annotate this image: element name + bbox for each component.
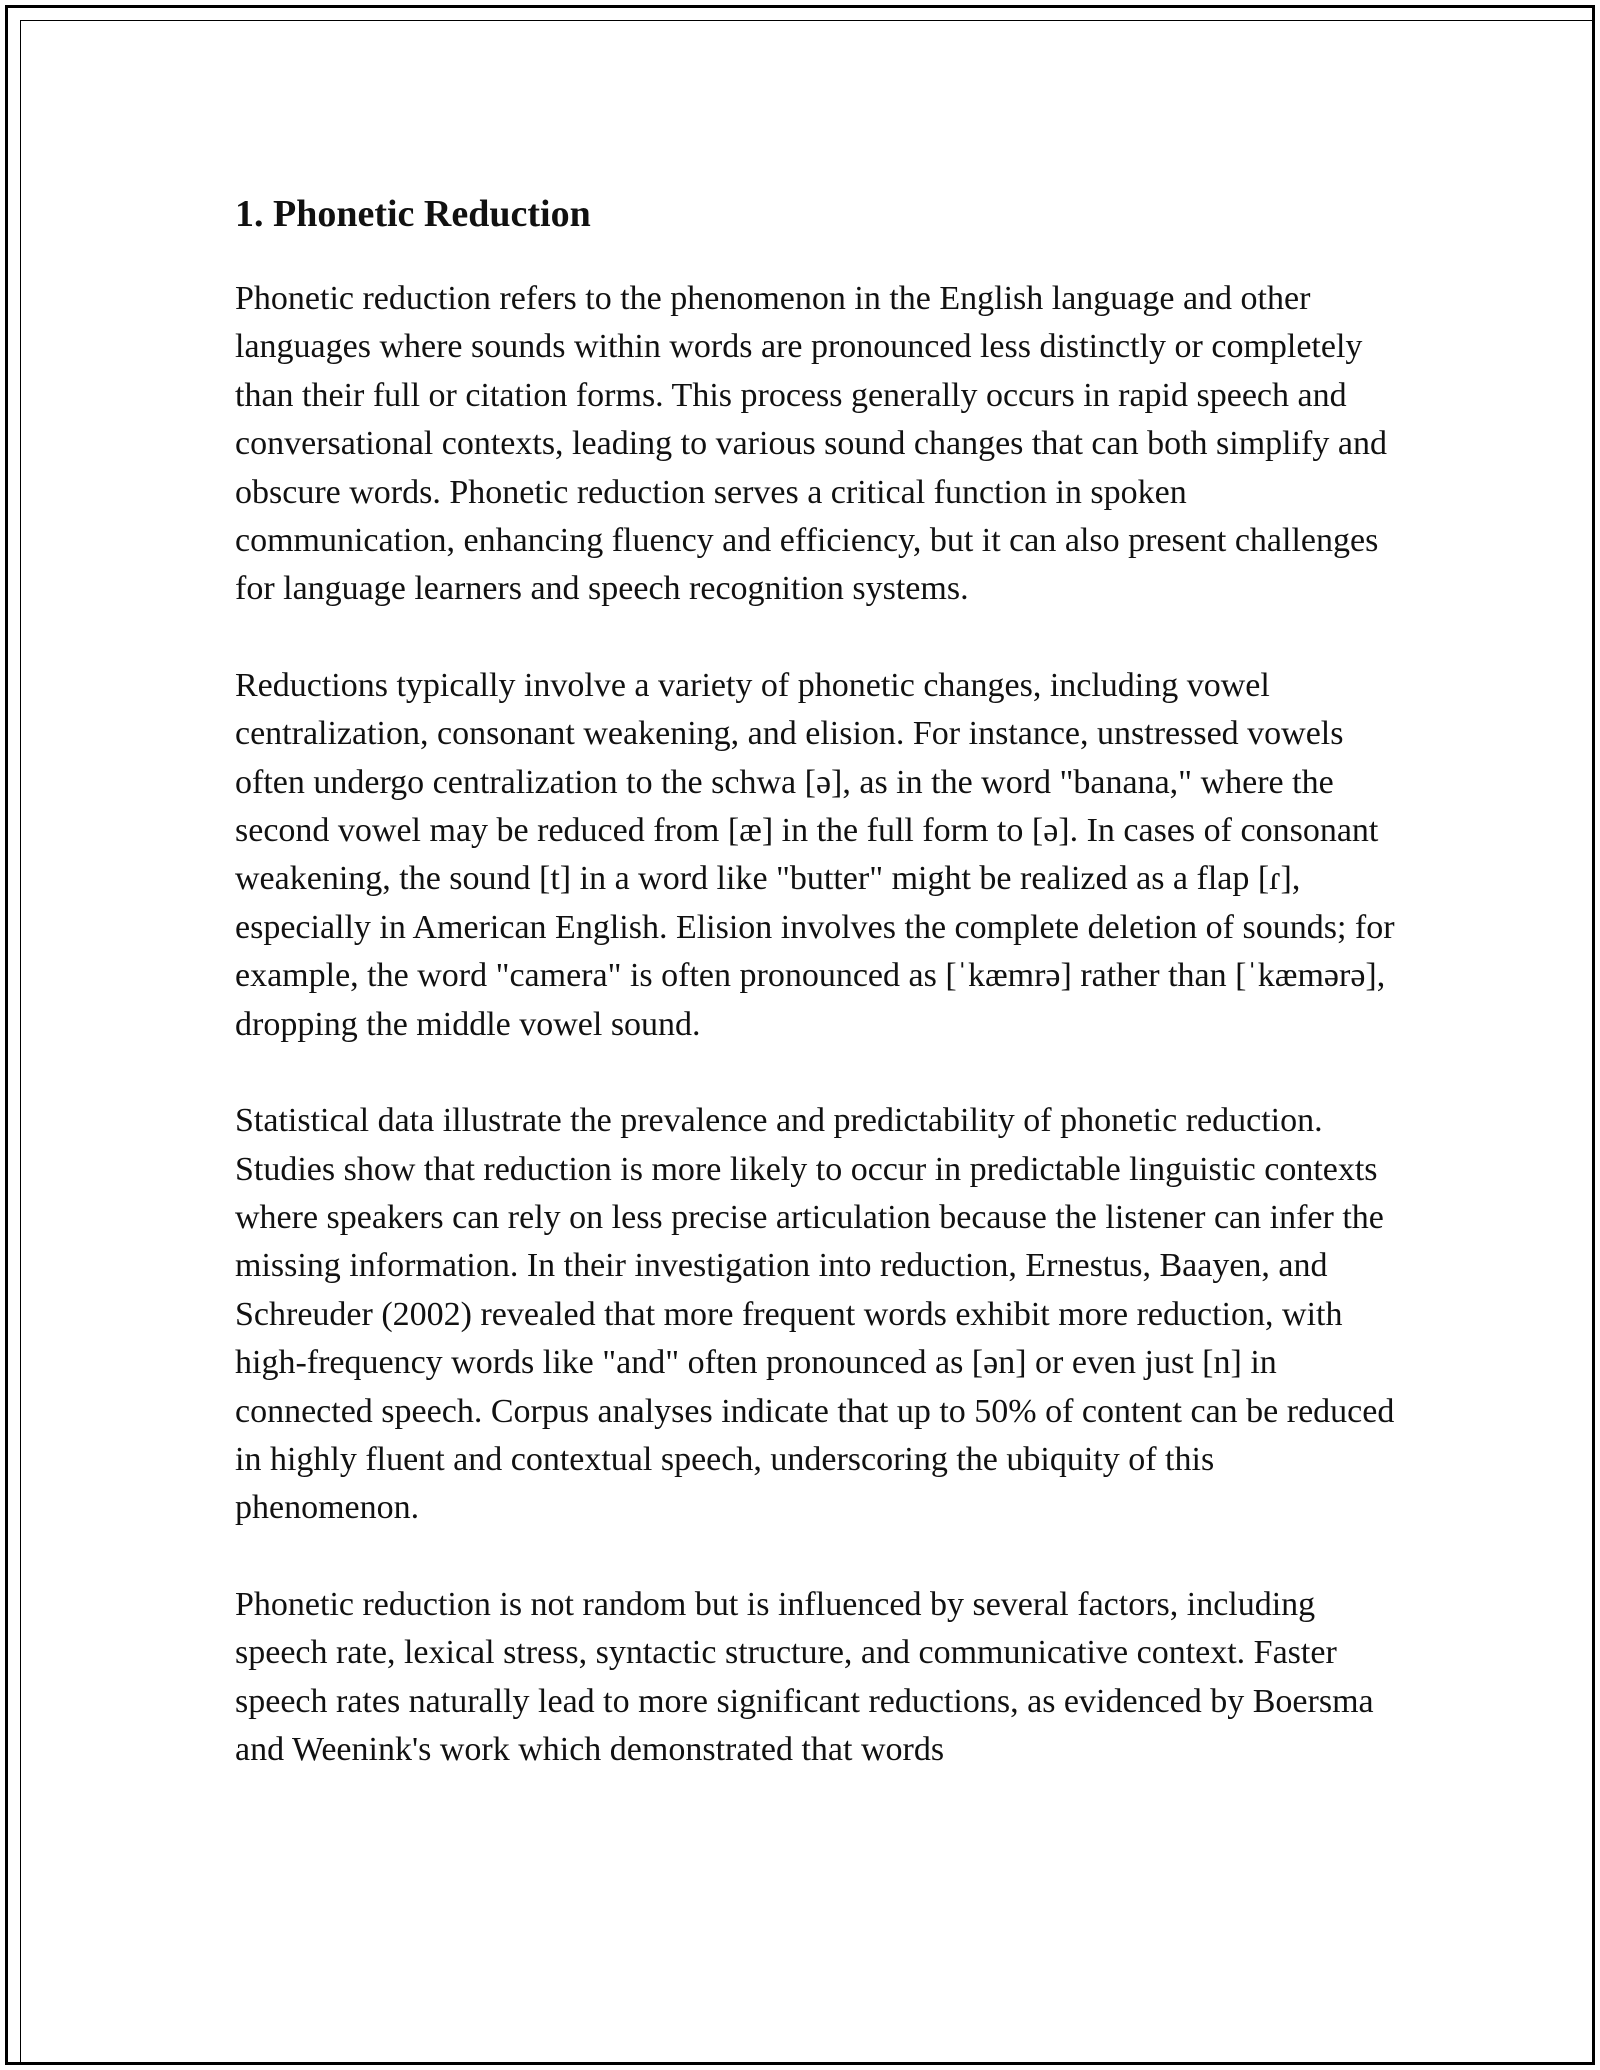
- section-heading: 1. Phonetic Reduction: [235, 193, 591, 235]
- paragraph-influencing-factors: Phonetic reduction is not random but is influenced by several factors, including speech rate, lexical stress, syntactic structure, and communicative context. Faster speech rates naturally lead to more significant reductions, as evidenced by Boersma and Weenink's work which demonstrated that words: [235, 1585, 1374, 1768]
- paragraph-statistical-data: Statistical data illustrate the prevalence and predictability of phonetic reduction. Studies show that reduction is more likely to occur in predictable linguistic contexts where speakers can rely on less precise articulation because the listener can infer the missing information. In their investigation into reduction, Ernestus, Baayen, and Schreuder (2002) revealed that more frequent words exhibit more reduction, with high-frequency words like "and" often pronounced as [ən] or even just [n] in connected speech. Corpus analyses indicate that up to 50% of content can be reduced in highly fluent and contextual speech, underscoring the ubiquity of this phenomenon.: [235, 1102, 1395, 1527]
- paragraph-definition: Phonetic reduction refers to the phenomenon in the English language and other languages where sounds within words are pronounced less distinctly or completely than their full or citation forms. This process generally occurs in rapid speech and conversational contexts, leading to various sound changes that can both simplify and obscure words. Phonetic reduction serves a critical function in spoken communication, enhancing fluency and efficiency, but it can also present challenges for language learners and speech recognition systems.: [235, 280, 1387, 608]
- document-body: [235, 186, 1395, 1822]
- paragraph-types-of-reduction: Reductions typically involve a variety of phonetic changes, including vowel centralization, consonant weakening, and elision. For instance, unstressed vowels often undergo centralization to the schwa [ə], as in the word "banana," where the second vowel may be reduced from [æ] in the full form to [ə]. In cases of consonant weakening, the sound [t] in a word like "butter" might be realized as a flap [ɾ], especially in American English. Elision involves the complete deletion of sounds; for example, the word "camera" is often pronounced as [ˈkæmrə] rather than [ˈkæmərə], dropping the middle vowel sound.: [235, 666, 1395, 1043]
